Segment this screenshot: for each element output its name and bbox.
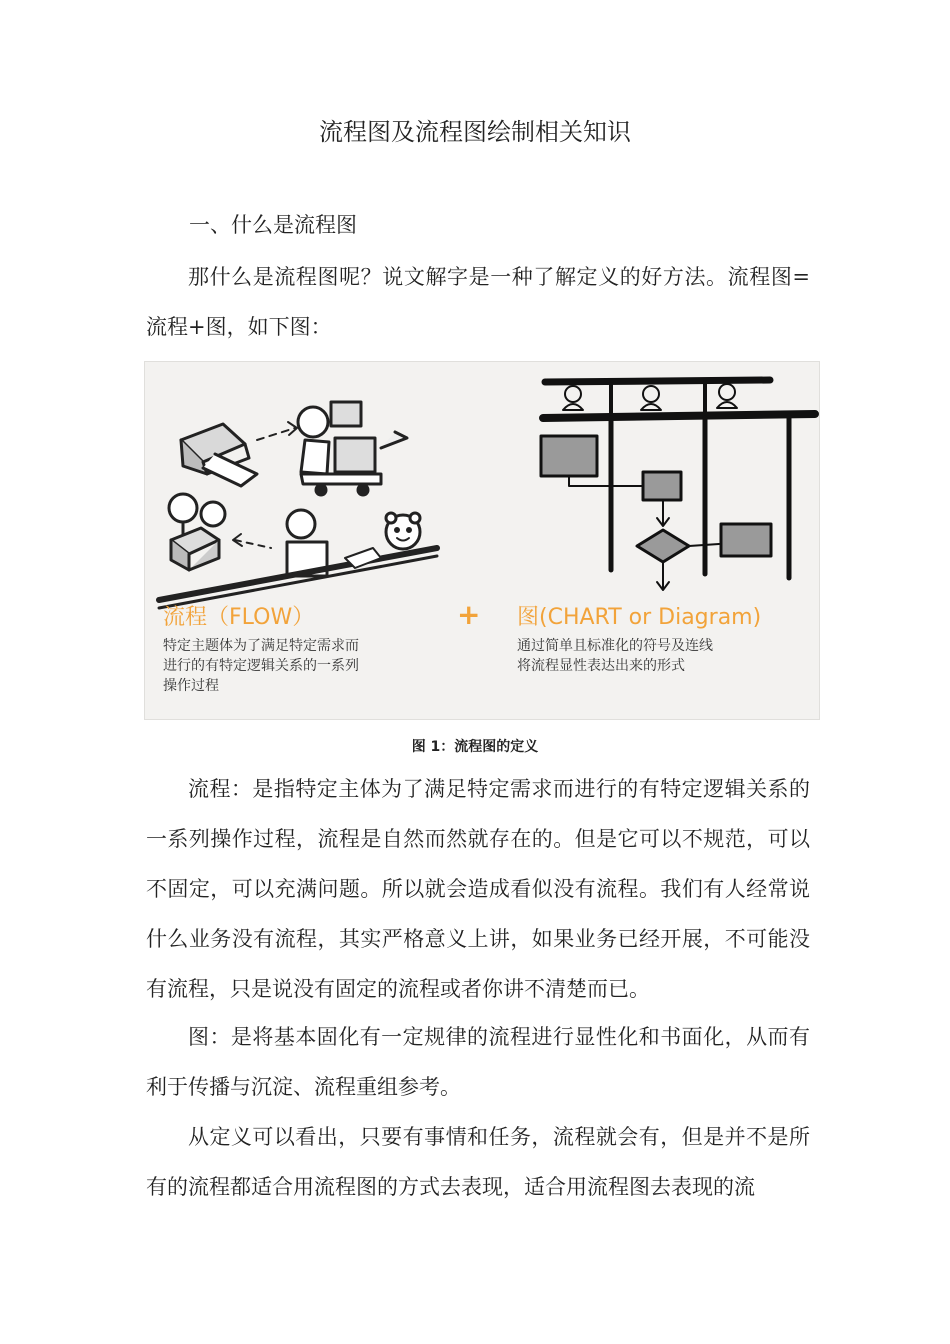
paragraph-scope: 从定义可以看出，只要有事情和任务，流程就会有，但是并不是所有的流程都适合用流程图的方式去表现，适合用流程图去表现的流 [146,1125,810,1199]
paragraph-intro: 那什么是流程图呢？说文解字是一种了解定义的好方法。流程图=流程+图，如下图： [146,265,810,339]
plus-sign: + [457,598,481,631]
flow-desc-line-2: 进行的有特定逻辑关系的一系列 [163,658,359,674]
chart-desc-line-1: 通过简单且标准化的符号及连线 [517,638,713,654]
chart-sketch [541,380,815,590]
figure-caption: 图 1：流程图的定义 [411,739,539,755]
flow-desc-line-3: 操作过程 [163,678,219,694]
paragraph-chart-definition: 图：是将基本固化有一定规律的流程进行显性化和书面化，从而有利于传播与沉淀、流程重组参考。 [146,1025,810,1099]
section-heading: 一、什么是流程图 [189,213,357,237]
figure-illustration [145,362,820,720]
figure-flowchart-definition [144,361,820,720]
flow-label: 流程（FLOW） [163,605,315,630]
chart-label: 图(CHART or Diagram) [517,605,762,630]
paragraph-flow-definition: 流程：是指特定主体为了满足特定需求而进行的有特定逻辑关系的一系列操作过程，流程是自然而然就存在的。但是它可以不规范，可以不固定，可以充满问题。所以就会造成看似没有流程。我们有人经常说什么业务没有流程，其实严格意义上讲，如果业务已经开展，不可能没有流程，只是说没有固定的流程或者你讲不清楚而已。 [146,777,810,1001]
document-title: 流程图及流程图绘制相关知识 [319,118,631,146]
flow-desc-line-1: 特定主题体为了满足特定需求而 [163,638,359,654]
chart-desc-line-2: 将流程显性表达出来的形式 [517,658,685,674]
flow-sketch [159,402,437,608]
